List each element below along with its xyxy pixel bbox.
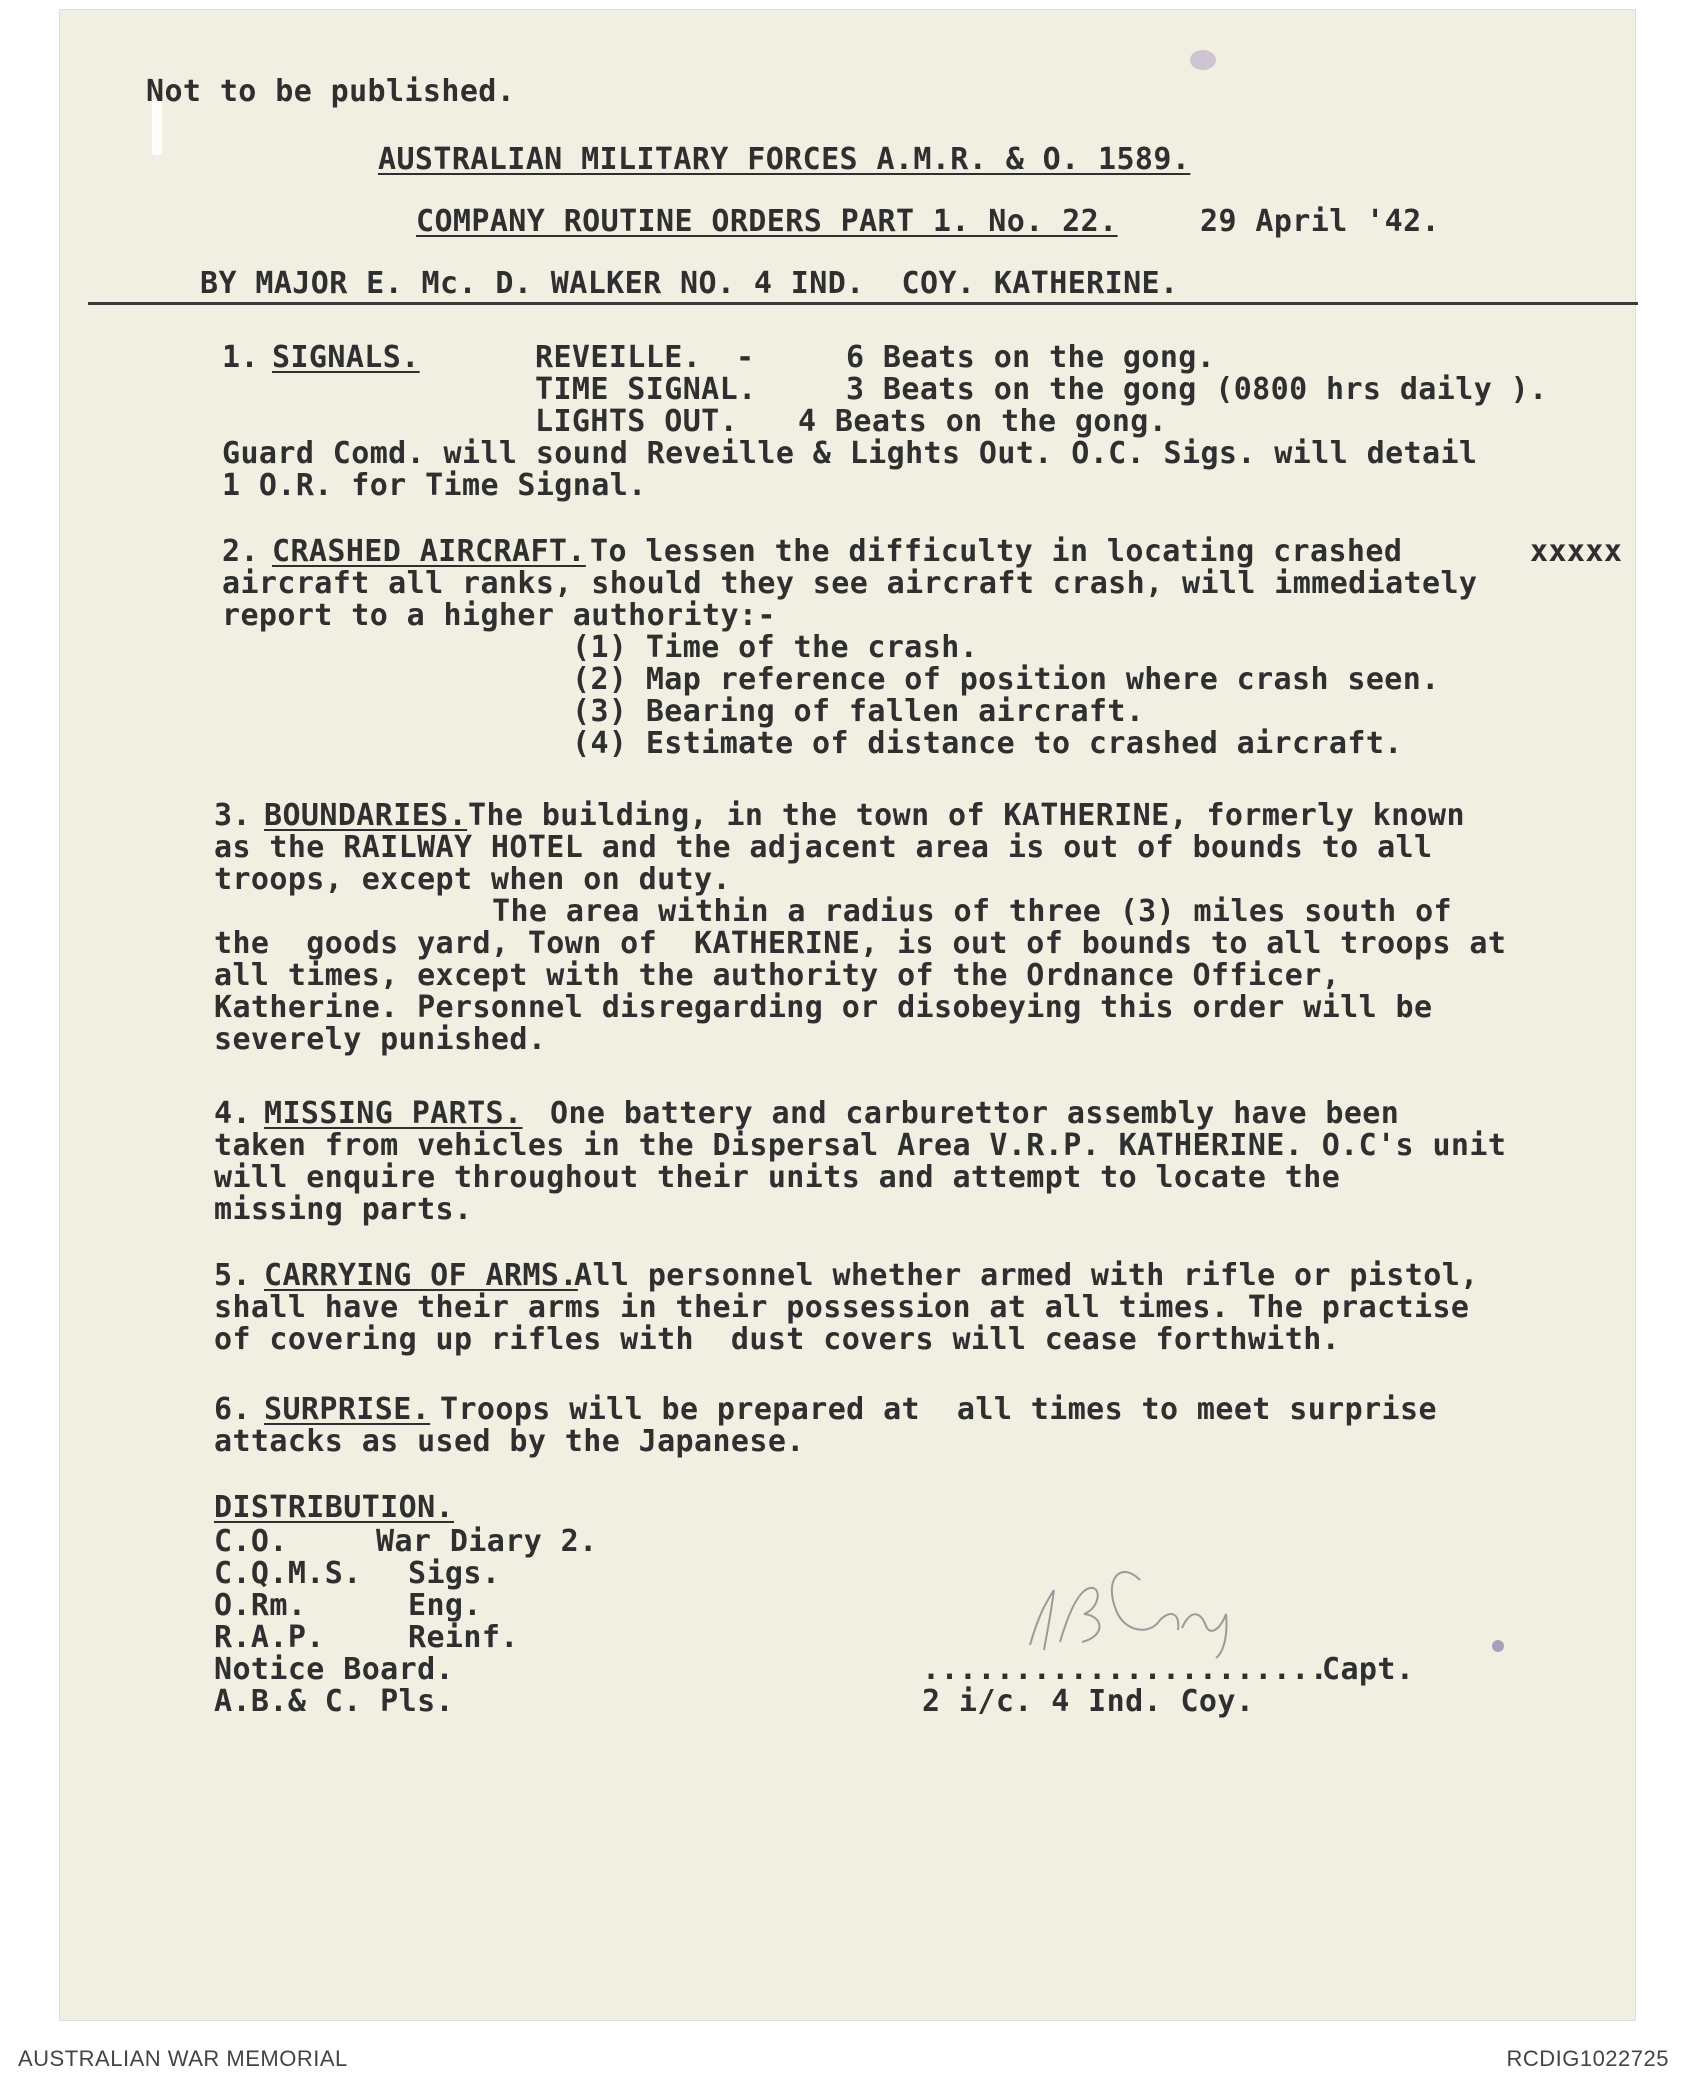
section-heading: CARRYING OF ARMS. xyxy=(264,1258,578,1293)
body-line: Katherine. Personnel disregarding or disobeying this order will be xyxy=(214,990,1433,1025)
distribution-recipient: A.B.& C. Pls. xyxy=(214,1684,454,1719)
body-line: shall have their arms in their possession at all times. The practise xyxy=(214,1290,1470,1325)
signature-title: 2 i/c. 4 Ind. Coy. xyxy=(922,1684,1255,1719)
distribution-recipient: Eng. xyxy=(408,1588,482,1623)
section-lead: Troops will be prepared at all times to meet surprise xyxy=(440,1392,1437,1427)
signature-dots: ...................... xyxy=(922,1652,1329,1687)
signal-name: LIGHTS OUT. xyxy=(535,404,739,439)
section-lead: All personnel whether armed with rifle or pistol, xyxy=(574,1258,1479,1293)
footer-record-id: RCDIG1022725 xyxy=(1506,2046,1669,2071)
signature-rank: Capt. xyxy=(1322,1652,1415,1687)
signal-detail: 6 Beats on the gong. xyxy=(846,340,1216,375)
distribution-recipient: War Diary 2. xyxy=(376,1524,598,1559)
body-line: The area within a radius of three (3) miles south of xyxy=(492,894,1452,929)
section-heading: CRASHED AIRCRAFT. xyxy=(272,534,586,569)
report-item: (2) Map reference of position where crash seen. xyxy=(572,662,1440,697)
section-lead: The building, in the town of KATHERINE, formerly known xyxy=(468,798,1465,833)
section-heading: BOUNDARIES. xyxy=(264,798,468,833)
forces-header: AUSTRALIAN MILITARY FORCES A.M.R. & O. 1589. xyxy=(378,142,1191,177)
signal-dash: - xyxy=(736,340,755,375)
signal-detail: 3 Beats on the gong (0800 hrs daily ). xyxy=(846,372,1548,407)
section-lead: One battery and carburettor assembly have been xyxy=(550,1096,1400,1131)
signal-name: REVEILLE. xyxy=(535,340,702,375)
struck-out-text: xxxxx xyxy=(1530,534,1623,569)
body-line: troops, except when on duty. xyxy=(214,862,731,897)
section-lead: To lessen the difficulty in locating crashed xyxy=(590,534,1403,569)
distribution-recipient: Reinf. xyxy=(408,1620,519,1655)
orders-title: COMPANY ROUTINE ORDERS PART 1. No. 22. xyxy=(416,204,1118,239)
body-line: Guard Comd. will sound Reveille & Lights Out. O.C. Sigs. will detail xyxy=(222,436,1478,471)
body-line: attacks as used by the Japanese. xyxy=(214,1424,805,1459)
not-published-note: Not to be published. xyxy=(146,74,516,109)
distribution-recipient: R.A.P. xyxy=(214,1620,325,1655)
section-number: 6. xyxy=(214,1392,251,1427)
document-sheet xyxy=(60,10,1635,2020)
body-line: the goods yard, Town of KATHERINE, is out of bounds to all troops at xyxy=(214,926,1507,961)
section-number: 5. xyxy=(214,1258,251,1293)
distribution-recipient: C.Q.M.S. xyxy=(214,1556,362,1591)
body-line: will enquire throughout their units and attempt to locate the xyxy=(214,1160,1341,1195)
body-line: as the RAILWAY HOTEL and the adjacent area is out of bounds to all xyxy=(214,830,1433,865)
distribution-recipient: Sigs. xyxy=(408,1556,501,1591)
handwritten-signature xyxy=(1020,1550,1260,1660)
signal-detail: 4 Beats on the gong. xyxy=(798,404,1168,439)
section-heading: SURPRISE. xyxy=(264,1392,431,1427)
body-line: report to a higher authority:- xyxy=(222,598,776,633)
footer-credit: AUSTRALIAN WAR MEMORIAL xyxy=(18,2046,348,2071)
section-number: 1. xyxy=(222,340,259,375)
body-line: taken from vehicles in the Dispersal Area V.R.P. KATHERINE. O.C's unit xyxy=(214,1128,1507,1163)
section-number: 2. xyxy=(222,534,259,569)
distribution-recipient: C.O. xyxy=(214,1524,288,1559)
body-line: missing parts. xyxy=(214,1192,473,1227)
routine-orders-document xyxy=(60,10,1635,2020)
section-heading: SIGNALS. xyxy=(272,340,420,375)
report-item: (4) Estimate of distance to crashed aircraft. xyxy=(572,726,1403,761)
section-number: 4. xyxy=(214,1096,251,1131)
distribution-recipient: O.Rm. xyxy=(214,1588,307,1623)
body-line: all times, except with the authority of the Ordnance Officer, xyxy=(214,958,1341,993)
report-item: (3) Bearing of fallen aircraft. xyxy=(572,694,1145,729)
report-item: (1) Time of the crash. xyxy=(572,630,979,665)
section-heading: MISSING PARTS. xyxy=(264,1096,523,1131)
body-line: severely punished. xyxy=(214,1022,547,1057)
section-number: 3. xyxy=(214,798,251,833)
distribution-heading: DISTRIBUTION. xyxy=(214,1490,454,1525)
body-line: 1 O.R. for Time Signal. xyxy=(222,468,647,503)
orders-date: 29 April '42. xyxy=(1200,204,1440,239)
distribution-recipient: Notice Board. xyxy=(214,1652,454,1687)
by-line: BY MAJOR E. Mc. D. WALKER NO. 4 IND. COY. KATHERINE. xyxy=(200,266,1179,301)
header-rule xyxy=(88,302,1638,305)
body-line: of covering up rifles with dust covers will cease forthwith. xyxy=(214,1322,1341,1357)
signal-name: TIME SIGNAL. xyxy=(535,372,757,407)
body-line: aircraft all ranks, should they see aircraft crash, will immediately xyxy=(222,566,1478,601)
